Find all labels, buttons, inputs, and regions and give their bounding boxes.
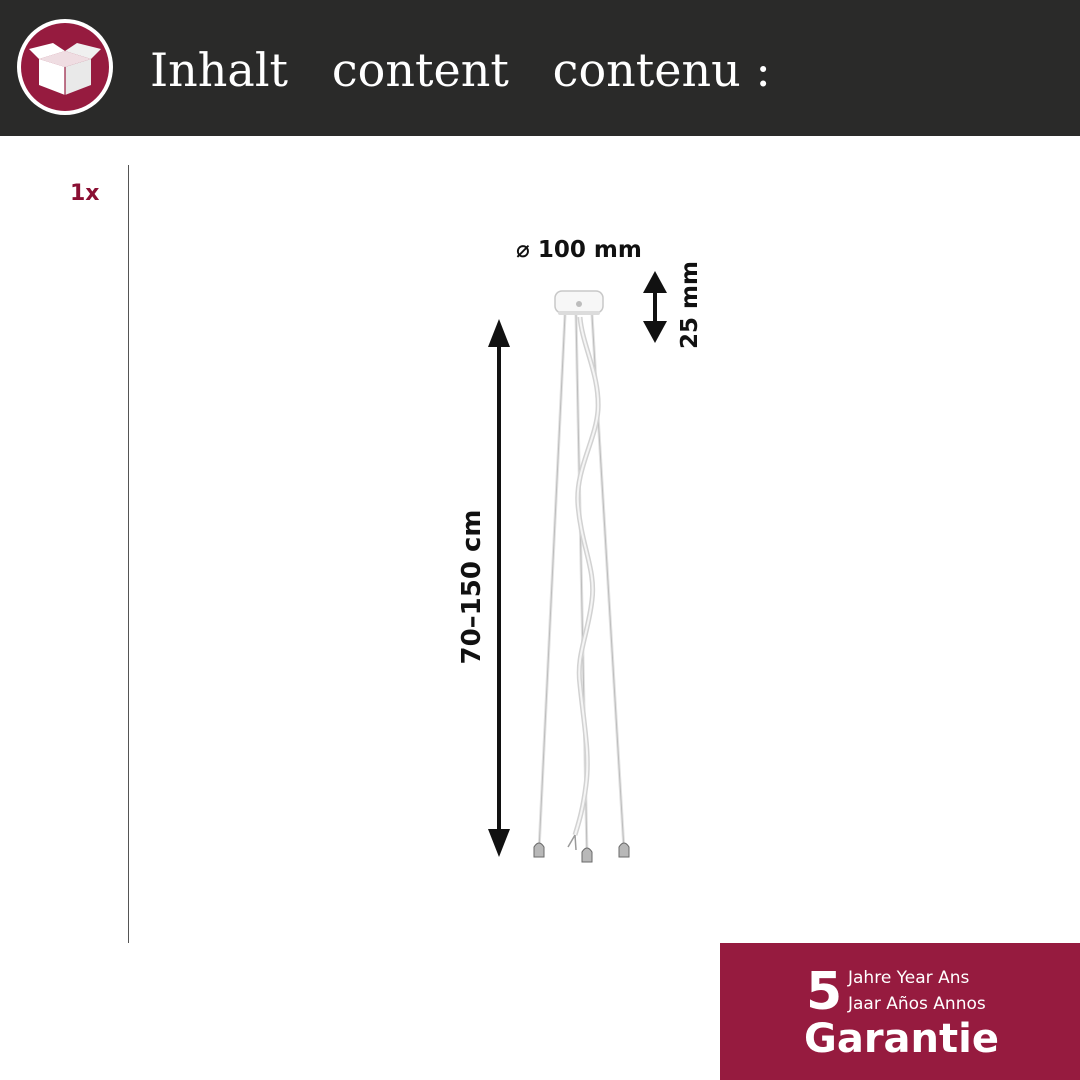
warranty-label: Garantie xyxy=(804,1016,999,1062)
warranty-badge xyxy=(720,943,1080,1080)
canopy-diameter-label: ⌀ 100 mm xyxy=(516,237,642,263)
cable-ends xyxy=(568,835,576,850)
product-drawing xyxy=(430,225,720,875)
cable-length-arrow xyxy=(488,319,510,857)
warranty-years-text-1: Jahre Year Ans xyxy=(848,968,970,988)
canopy-height-arrow xyxy=(643,271,667,343)
ceiling-canopy xyxy=(555,291,603,315)
canopy-height-label: 25 mm xyxy=(677,261,703,349)
warranty-years: 5 xyxy=(806,962,843,1022)
warranty-years-text-2: Jaar Años Annos xyxy=(848,994,986,1014)
page-title: Inhalt content contenu : xyxy=(150,43,771,97)
divider-line xyxy=(128,165,129,943)
wire-end-caps xyxy=(534,843,629,862)
quantity-label: 1x xyxy=(70,181,100,206)
cable-length-label: 70–150 cm xyxy=(457,509,487,665)
package-box-icon xyxy=(17,19,113,115)
header-bar xyxy=(0,0,1080,136)
